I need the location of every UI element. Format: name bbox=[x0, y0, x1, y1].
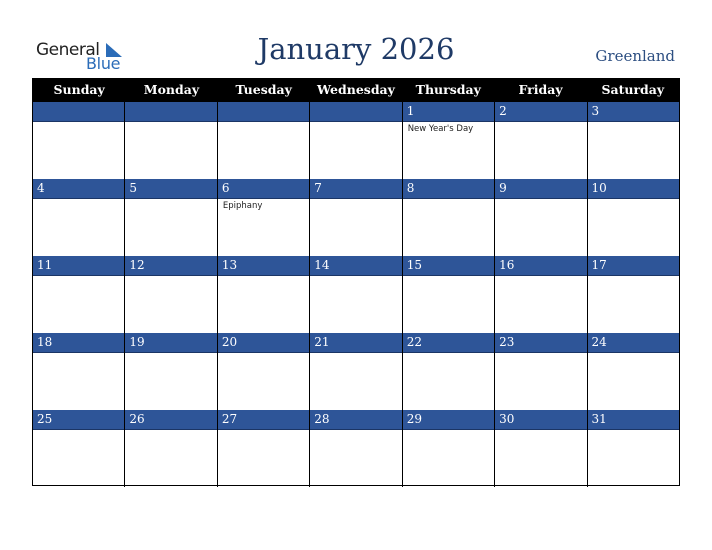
day-cell[interactable] bbox=[125, 102, 217, 179]
day-number: 16 bbox=[495, 256, 586, 276]
day-number: 3 bbox=[588, 102, 679, 122]
day-number: 19 bbox=[125, 333, 216, 353]
logo-text-general: General bbox=[36, 40, 100, 60]
day-number bbox=[33, 102, 124, 122]
day-cell[interactable] bbox=[125, 333, 217, 410]
day-number: 18 bbox=[33, 333, 124, 353]
weekday-monday: Monday bbox=[143, 82, 200, 97]
day-number bbox=[310, 102, 401, 122]
day-cell[interactable] bbox=[33, 410, 125, 487]
day-cell[interactable] bbox=[588, 333, 679, 410]
holiday-label: New Year's Day bbox=[407, 124, 474, 134]
day-cell[interactable] bbox=[33, 179, 125, 256]
day-cell[interactable] bbox=[218, 256, 310, 333]
day-cell[interactable] bbox=[310, 102, 402, 179]
day-number: 2 bbox=[495, 102, 586, 122]
weekday-wednesday: Wednesday bbox=[317, 82, 395, 97]
day-number: 8 bbox=[403, 179, 494, 199]
day-number: 11 bbox=[33, 256, 124, 276]
day-number: 15 bbox=[403, 256, 494, 276]
week-row bbox=[33, 102, 679, 179]
day-cell[interactable] bbox=[495, 333, 587, 410]
day-cell[interactable] bbox=[495, 256, 587, 333]
day-cell[interactable] bbox=[33, 333, 125, 410]
day-number: 9 bbox=[495, 179, 586, 199]
calendar-grid bbox=[32, 78, 680, 486]
day-number: 23 bbox=[495, 333, 586, 353]
day-number: 1 bbox=[403, 102, 494, 122]
day-cell[interactable] bbox=[125, 179, 217, 256]
day-number: 27 bbox=[218, 410, 309, 430]
day-number: 10 bbox=[588, 179, 679, 199]
weekday-sunday: Sunday bbox=[53, 82, 105, 97]
weekday-saturday: Saturday bbox=[601, 82, 665, 97]
day-number: 21 bbox=[310, 333, 401, 353]
day-cell[interactable] bbox=[218, 179, 310, 256]
day-number: 29 bbox=[403, 410, 494, 430]
weekday-friday: Friday bbox=[518, 82, 563, 97]
country-label: Greenland bbox=[595, 47, 675, 65]
week-row bbox=[33, 256, 679, 333]
day-cell[interactable] bbox=[310, 333, 402, 410]
day-cell[interactable] bbox=[403, 256, 495, 333]
day-number: 6 bbox=[218, 179, 309, 199]
day-cell[interactable] bbox=[403, 102, 495, 179]
day-cell[interactable] bbox=[33, 102, 125, 179]
weekday-thursday: Thursday bbox=[415, 82, 481, 97]
logo-text-blue: Blue bbox=[86, 54, 121, 73]
day-number: 28 bbox=[310, 410, 401, 430]
day-number: 26 bbox=[125, 410, 216, 430]
day-number: 22 bbox=[403, 333, 494, 353]
day-cell[interactable] bbox=[125, 410, 217, 487]
week-row bbox=[33, 410, 679, 487]
week-row bbox=[33, 333, 679, 410]
calendar-title: January 2026 bbox=[257, 32, 455, 66]
day-cell[interactable] bbox=[403, 333, 495, 410]
day-cell[interactable] bbox=[218, 102, 310, 179]
day-cell[interactable] bbox=[495, 102, 587, 179]
day-number: 25 bbox=[33, 410, 124, 430]
day-number: 5 bbox=[125, 179, 216, 199]
day-cell[interactable] bbox=[495, 179, 587, 256]
day-number: 14 bbox=[310, 256, 401, 276]
day-number: 20 bbox=[218, 333, 309, 353]
day-cell[interactable] bbox=[495, 410, 587, 487]
weekday-header bbox=[33, 78, 679, 102]
day-cell[interactable] bbox=[403, 410, 495, 487]
day-cell[interactable] bbox=[218, 333, 310, 410]
day-number bbox=[218, 102, 309, 122]
day-number: 7 bbox=[310, 179, 401, 199]
day-cell[interactable] bbox=[403, 179, 495, 256]
weekday-tuesday: Tuesday bbox=[235, 82, 292, 97]
day-number: 17 bbox=[588, 256, 679, 276]
day-cell[interactable] bbox=[588, 410, 679, 487]
week-row bbox=[33, 179, 679, 256]
day-cell[interactable] bbox=[310, 410, 402, 487]
day-cell[interactable] bbox=[588, 256, 679, 333]
day-number: 4 bbox=[33, 179, 124, 199]
weeks-container bbox=[33, 102, 679, 487]
day-cell[interactable] bbox=[218, 410, 310, 487]
day-number: 24 bbox=[588, 333, 679, 353]
day-number: 31 bbox=[588, 410, 679, 430]
day-cell[interactable] bbox=[310, 256, 402, 333]
day-number: 13 bbox=[218, 256, 309, 276]
day-cell[interactable] bbox=[588, 179, 679, 256]
holiday-label: Epiphany bbox=[222, 201, 263, 211]
day-cell[interactable] bbox=[588, 102, 679, 179]
day-number bbox=[125, 102, 216, 122]
day-number: 30 bbox=[495, 410, 586, 430]
day-number: 12 bbox=[125, 256, 216, 276]
day-cell[interactable] bbox=[33, 256, 125, 333]
day-cell[interactable] bbox=[310, 179, 402, 256]
day-cell[interactable] bbox=[125, 256, 217, 333]
